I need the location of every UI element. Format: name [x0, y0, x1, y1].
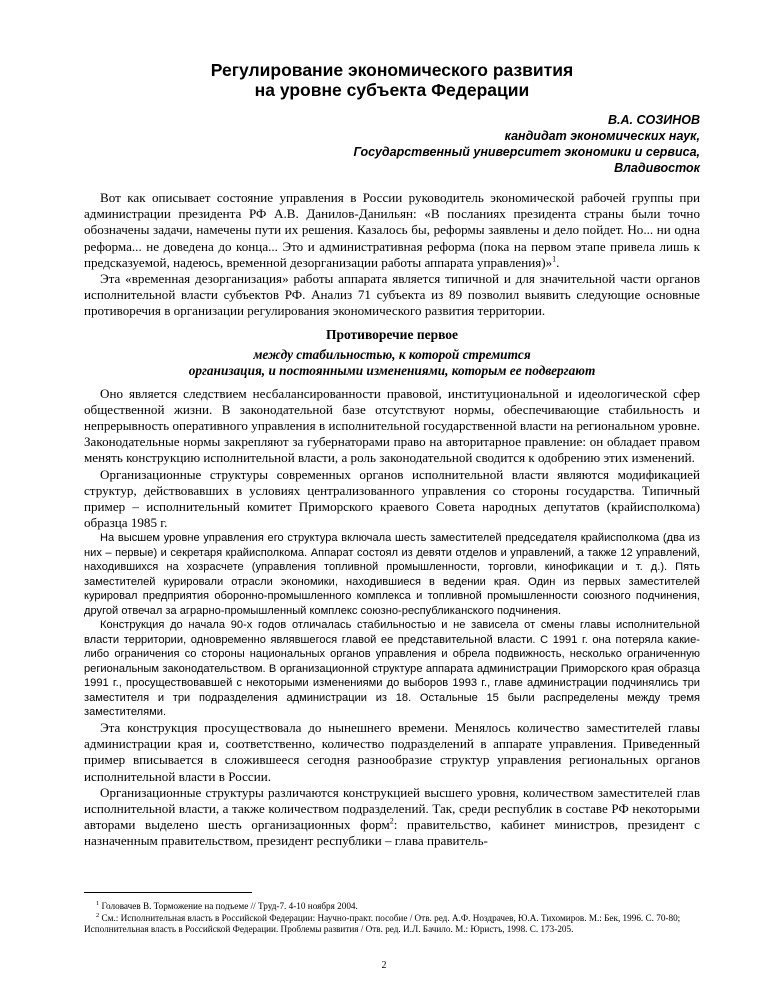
intro-paragraph-2: Эта «временная дезорганизация» работы аппарата является типичной и для значительной части органов исполнительной власти субъектов РФ. Анализ 71 субъекта из 89 позволил выявить следующие основные противоречия в организации регулирования экономического развития территории.	[84, 271, 700, 319]
footnote-ref-1[interactable]: 1	[552, 254, 557, 264]
article-title	[84, 60, 700, 100]
example-paragraph-1: На высшем уровне управления его структура включала шесть заместителей председателя крайисполкома (два из них – первые) и секретаря крайисполкома. Аппарат состоял из девяти отделов и управлений, а также 12 управлений, находившихся на хозрасчете (управления топливной промышленности, торговли, кинофикации и т. д.). Пять заместителей курировали отрасли экономики, находившиеся в ведении края. Один из первых заместителей курировал предприятия оборонно-промышленного комплекса и топливной промышленности союзного подчинения, другой отвечал за аграрно-промышленный комплекс союзно-республиканского подчинения.	[84, 532, 700, 617]
title-line-1: Регулирование экономического развития	[210, 60, 574, 80]
section-paragraph-1: Оно является следствием несбалансированности правовой, институциональной и идеологической сфер общественной жизни. В законодательной базе отсутствуют нормы, обеспечивающие стабильность и непрерывность оперативного управления в исполнительной государственной власти на региональном уровне. Законодательные нормы закрепляют за губернаторами право на авторитарное правление: он обладает правом менять конструкцию исполнительной власти, а роль законодательной сводится к одобрению этих изменений.	[84, 385, 700, 466]
section-paragraph-2: Организационные структуры современных органов исполнительной власти являются модификацией структур, действовавших в условиях централизованного управления со стороны государства. Типичный пример – исполнительный комитет Приморского краевого Совета народных депутатов (крайисполкома) образца 1985 г.	[84, 466, 700, 531]
footnote-2	[84, 913, 700, 936]
footnotes	[84, 892, 700, 936]
author-degree: кандидат экономических наук,	[504, 129, 700, 143]
section-subheading	[84, 347, 700, 380]
section-paragraph-3: Эта конструкция просуществовала до нынешнего времени. Менялось количество заместителей главы администрации края и, соответственно, количество подразделений в аппарате управления. Приведенный пример вписывается в сложившееся сегодня разнообразие структур управления региональных органов исполнительной власти в России.	[84, 719, 700, 784]
intro-paragraph-1-end: .	[556, 254, 560, 270]
footnote-1	[84, 901, 700, 913]
footnote-2-text: См.: Исполнительная власть в Российской Федерации: Научно-практ. пособие / Отв. ред. А.Ф. Ноздрачев, Ю.А. Тихомиров. М.: Бек, 1996. С. 70-80; Исполнительная власть в Российской Федерации. Проблемы развития / Отв. ред. И.Л. Бачило. М.: Юристъ, 1998. С. 173-205.	[84, 912, 681, 934]
section-paragraph-4-end: : правительство, кабинет министров, президент с назначенным правительством, президент республики – глава правитель-	[84, 817, 700, 849]
section-paragraph-4-text: Организационные структуры различаются конструкцией высшего уровня, количеством заместителей глав исполнительной власти, а также количеством подразделений. Так, среди республик в составе РФ некоторыми авторами выделено шесть организационных форм	[84, 784, 700, 833]
intro-paragraph-1	[84, 190, 700, 271]
footnote-ref-2[interactable]: 2	[389, 816, 394, 826]
author-block	[84, 112, 700, 176]
page-number: 2	[381, 960, 387, 971]
section-subheading-line-2: организация, и постоянными изменениями, которым ее подвергают	[188, 363, 596, 379]
section-subheading-line-1: между стабильностью, к которой стремится	[253, 346, 531, 362]
footnote-1-text: Головачев В. Торможение на подъеме // Труд-7. 4-10 ноября 2004.	[101, 901, 358, 911]
title-line-2: на уровне субъекта Федерации	[254, 80, 530, 100]
footnote-1-number: 1	[96, 899, 100, 907]
footnote-separator	[84, 892, 252, 893]
author-city: Владивосток	[614, 161, 700, 175]
author-name: В.А. СОЗИНОВ	[607, 113, 700, 127]
section-heading: Противоречие первое	[325, 326, 459, 342]
author-affiliation: Государственный университет экономики и сервиса,	[353, 145, 700, 159]
section-paragraph-4	[84, 785, 700, 850]
intro-paragraph-1-text: Вот как описывает состояние управления в России руководитель экономической рабочей группы при администрации президента РФ А.В. Данилов-Данильян: «В посланиях президента страны были точно обозначены задачи, намечены пути их решения. Казалось бы, реформы заявлены и дело пойдет. Но... ни одна реформа... не доведена до конца... Это и административная реформа (пока на первом этапе привела лишь к предсказуемой, надеюсь, временной дезорганизации работы аппарата управления)»	[84, 190, 700, 270]
footnote-2-number: 2	[96, 911, 100, 919]
document-page	[84, 60, 700, 850]
example-paragraph-2: Конструкция до начала 90-х годов отличалась стабильностью и не зависела от смены главы исполнительной власти территории, одновременно являвшегося главой ее представительной власти. С 1991 г. она потеряла какие-либо ограничения со стороны национальных органов управления и обрела подвижность, несколько ограниченную региональным законодательством. В организационной структуре аппарата администрации Приморского края образца 1991 г., просуществовавшей с некоторыми изменениями до выборов 1993 г., главе администрации подчинялись три заместителя и три подразделения администрации из 18. Остальные 15 были распределены между тремя заместителями.	[84, 619, 700, 719]
